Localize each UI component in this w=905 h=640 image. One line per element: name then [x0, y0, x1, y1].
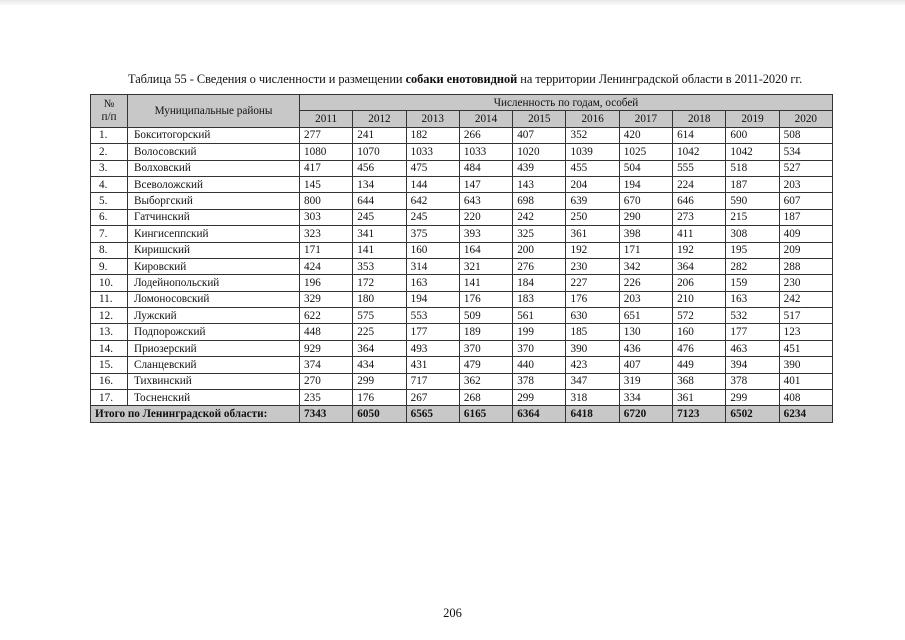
population-value: 411	[673, 226, 726, 242]
population-value: 1039	[566, 144, 619, 160]
district-name: Волховский	[128, 160, 300, 176]
population-value: 368	[673, 373, 726, 389]
table-row	[91, 275, 833, 291]
district-name: Лодейнопольский	[128, 275, 300, 291]
population-value: 171	[300, 242, 353, 258]
row-number: 17.	[91, 390, 128, 406]
population-value: 561	[513, 308, 566, 324]
population-value: 374	[300, 357, 353, 373]
population-value: 417	[300, 160, 353, 176]
population-value: 476	[673, 340, 726, 356]
row-number: 9.	[91, 258, 128, 274]
population-value: 235	[300, 390, 353, 406]
population-value: 159	[726, 275, 779, 291]
population-value: 353	[353, 258, 406, 274]
population-value: 698	[513, 193, 566, 209]
population-value: 187	[779, 209, 832, 225]
district-name: Ломоносовский	[128, 291, 300, 307]
population-value: 1042	[673, 144, 726, 160]
population-value: 160	[406, 242, 459, 258]
population-value: 342	[619, 258, 672, 274]
population-value: 318	[566, 390, 619, 406]
population-value: 299	[513, 390, 566, 406]
row-number: 12.	[91, 308, 128, 324]
population-value: 277	[300, 127, 353, 143]
population-value: 204	[566, 176, 619, 192]
population-value: 1020	[513, 144, 566, 160]
population-value: 451	[779, 340, 832, 356]
population-value: 192	[566, 242, 619, 258]
population-value: 194	[619, 176, 672, 192]
header-year: 2012	[353, 111, 406, 127]
row-number: 3.	[91, 160, 128, 176]
population-value: 484	[459, 160, 512, 176]
population-value: 268	[459, 390, 512, 406]
population-value: 185	[566, 324, 619, 340]
row-number: 7.	[91, 226, 128, 242]
population-value: 352	[566, 127, 619, 143]
table-body	[91, 127, 833, 422]
population-value: 245	[353, 209, 406, 225]
total-value: 6165	[459, 406, 512, 422]
district-name: Приозерский	[128, 340, 300, 356]
population-value: 189	[459, 324, 512, 340]
population-value: 242	[513, 209, 566, 225]
population-value: 361	[566, 226, 619, 242]
population-value: 398	[619, 226, 672, 242]
header-number	[91, 95, 128, 128]
table-row	[91, 176, 833, 192]
scan-top-edge	[0, 0, 905, 6]
population-value: 504	[619, 160, 672, 176]
page-number: 206	[443, 606, 462, 620]
population-value: 362	[459, 373, 512, 389]
population-value: 1033	[459, 144, 512, 160]
population-value: 439	[513, 160, 566, 176]
total-row	[91, 406, 833, 422]
population-value: 407	[513, 127, 566, 143]
population-value: 607	[779, 193, 832, 209]
population-value: 572	[673, 308, 726, 324]
population-value: 180	[353, 291, 406, 307]
header-number-line1: №	[103, 97, 115, 110]
population-value: 314	[406, 258, 459, 274]
population-value: 401	[779, 373, 832, 389]
header-year: 2020	[779, 111, 832, 127]
population-value: 209	[779, 242, 832, 258]
population-value: 1080	[300, 144, 353, 160]
population-value: 1025	[619, 144, 672, 160]
header-district: Муниципальные районы	[128, 95, 300, 128]
header-year: 2013	[406, 111, 459, 127]
population-value: 800	[300, 193, 353, 209]
population-value: 455	[566, 160, 619, 176]
population-value: 224	[673, 176, 726, 192]
header-number-line2: п/п	[101, 110, 117, 123]
population-value: 408	[779, 390, 832, 406]
population-value: 329	[300, 291, 353, 307]
population-value: 493	[406, 340, 459, 356]
header-year: 2015	[513, 111, 566, 127]
population-value: 321	[459, 258, 512, 274]
population-value: 143	[513, 176, 566, 192]
table-row	[91, 209, 833, 225]
district-name: Гатчинский	[128, 209, 300, 225]
table-row	[91, 357, 833, 373]
total-value: 6502	[726, 406, 779, 422]
population-value: 614	[673, 127, 726, 143]
population-value: 375	[406, 226, 459, 242]
population-value: 463	[726, 340, 779, 356]
population-value: 270	[300, 373, 353, 389]
population-value: 288	[779, 258, 832, 274]
population-value: 267	[406, 390, 459, 406]
total-value: 6050	[353, 406, 406, 422]
total-value: 6234	[779, 406, 832, 422]
table-row	[91, 226, 833, 242]
population-value: 176	[353, 390, 406, 406]
population-value: 177	[406, 324, 459, 340]
population-value: 390	[779, 357, 832, 373]
population-value: 575	[353, 308, 406, 324]
population-value: 183	[513, 291, 566, 307]
population-value: 319	[619, 373, 672, 389]
population-value: 436	[619, 340, 672, 356]
population-value: 192	[673, 242, 726, 258]
population-value: 130	[619, 324, 672, 340]
population-value: 163	[406, 275, 459, 291]
table-row	[91, 258, 833, 274]
population-value: 509	[459, 308, 512, 324]
population-value: 479	[459, 357, 512, 373]
population-value: 370	[513, 340, 566, 356]
table-header	[91, 95, 833, 128]
population-value: 370	[459, 340, 512, 356]
population-value: 282	[726, 258, 779, 274]
total-value: 7343	[300, 406, 353, 422]
population-value: 227	[566, 275, 619, 291]
population-value: 508	[779, 127, 832, 143]
population-value: 393	[459, 226, 512, 242]
population-value: 230	[566, 258, 619, 274]
population-value: 456	[353, 160, 406, 176]
population-value: 176	[459, 291, 512, 307]
row-number: 5.	[91, 193, 128, 209]
population-value: 141	[459, 275, 512, 291]
population-value: 200	[513, 242, 566, 258]
population-value: 361	[673, 390, 726, 406]
population-value: 424	[300, 258, 353, 274]
population-value: 163	[726, 291, 779, 307]
district-name: Подпорожский	[128, 324, 300, 340]
header-year-group: Численность по годам, особей	[300, 95, 833, 111]
caption-prefix: Таблица 55 - Сведения о численности и размещении	[128, 72, 406, 86]
district-name: Всеволожский	[128, 176, 300, 192]
population-value: 409	[779, 226, 832, 242]
population-value: 266	[459, 127, 512, 143]
population-value: 651	[619, 308, 672, 324]
header-year: 2016	[566, 111, 619, 127]
population-value: 203	[779, 176, 832, 192]
row-number: 6.	[91, 209, 128, 225]
population-value: 390	[566, 340, 619, 356]
header-year: 2014	[459, 111, 512, 127]
population-value: 449	[673, 357, 726, 373]
population-value: 532	[726, 308, 779, 324]
population-value: 1033	[406, 144, 459, 160]
population-value: 431	[406, 357, 459, 373]
population-value: 929	[300, 340, 353, 356]
population-value: 177	[726, 324, 779, 340]
table-row	[91, 373, 833, 389]
population-value: 644	[353, 193, 406, 209]
table-row	[91, 291, 833, 307]
header-year: 2019	[726, 111, 779, 127]
row-number: 11.	[91, 291, 128, 307]
table-row	[91, 242, 833, 258]
population-value: 199	[513, 324, 566, 340]
population-value: 1070	[353, 144, 406, 160]
district-name: Тихвинский	[128, 373, 300, 389]
row-number: 15.	[91, 357, 128, 373]
population-value: 215	[726, 209, 779, 225]
population-value: 123	[779, 324, 832, 340]
population-value: 622	[300, 308, 353, 324]
population-value: 630	[566, 308, 619, 324]
population-value: 276	[513, 258, 566, 274]
header-year: 2011	[300, 111, 353, 127]
population-value: 407	[619, 357, 672, 373]
population-value: 134	[353, 176, 406, 192]
population-value: 226	[619, 275, 672, 291]
table-row	[91, 324, 833, 340]
caption-suffix: на территории Ленинградской области в 2011-2020 гг.	[517, 72, 803, 86]
total-value: 6418	[566, 406, 619, 422]
table-row	[91, 340, 833, 356]
row-number: 1.	[91, 127, 128, 143]
population-value: 171	[619, 242, 672, 258]
population-value: 245	[406, 209, 459, 225]
district-name: Кингисеппский	[128, 226, 300, 242]
population-value: 527	[779, 160, 832, 176]
population-value: 303	[300, 209, 353, 225]
district-name: Сланцевский	[128, 357, 300, 373]
population-value: 225	[353, 324, 406, 340]
total-value: 7123	[673, 406, 726, 422]
population-value: 230	[779, 275, 832, 291]
table-row	[91, 160, 833, 176]
district-name: Выборгский	[128, 193, 300, 209]
population-value: 600	[726, 127, 779, 143]
table-row	[91, 390, 833, 406]
population-value: 517	[779, 308, 832, 324]
population-value: 241	[353, 127, 406, 143]
header-year: 2017	[619, 111, 672, 127]
population-value: 220	[459, 209, 512, 225]
district-name: Киришский	[128, 242, 300, 258]
population-value: 187	[726, 176, 779, 192]
population-value: 325	[513, 226, 566, 242]
population-value: 210	[673, 291, 726, 307]
population-value: 555	[673, 160, 726, 176]
population-value: 642	[406, 193, 459, 209]
population-value: 203	[619, 291, 672, 307]
population-value: 145	[300, 176, 353, 192]
row-number: 2.	[91, 144, 128, 160]
district-name: Лужский	[128, 308, 300, 324]
population-value: 195	[726, 242, 779, 258]
population-value: 434	[353, 357, 406, 373]
population-value: 518	[726, 160, 779, 176]
population-value: 299	[353, 373, 406, 389]
total-value: 6364	[513, 406, 566, 422]
header-year: 2018	[673, 111, 726, 127]
population-value: 590	[726, 193, 779, 209]
district-name: Бокситогорский	[128, 127, 300, 143]
population-value: 160	[673, 324, 726, 340]
population-table	[90, 94, 833, 423]
population-value: 323	[300, 226, 353, 242]
population-value: 206	[673, 275, 726, 291]
total-value: 6720	[619, 406, 672, 422]
population-value: 242	[779, 291, 832, 307]
population-value: 176	[566, 291, 619, 307]
table-caption	[128, 72, 868, 87]
population-value: 299	[726, 390, 779, 406]
population-value: 475	[406, 160, 459, 176]
population-value: 341	[353, 226, 406, 242]
row-number: 13.	[91, 324, 128, 340]
population-value: 364	[353, 340, 406, 356]
district-name: Тосненский	[128, 390, 300, 406]
population-value: 646	[673, 193, 726, 209]
population-value: 194	[406, 291, 459, 307]
population-value: 164	[459, 242, 512, 258]
total-label: Итого по Ленинградской области:	[91, 406, 300, 422]
population-value: 643	[459, 193, 512, 209]
population-value: 308	[726, 226, 779, 242]
table-row	[91, 308, 833, 324]
district-name: Волосовский	[128, 144, 300, 160]
population-value: 717	[406, 373, 459, 389]
population-value: 670	[619, 193, 672, 209]
caption-species: собаки енотовидной	[405, 72, 518, 86]
population-value: 290	[619, 209, 672, 225]
population-value: 440	[513, 357, 566, 373]
population-value: 334	[619, 390, 672, 406]
population-value: 448	[300, 324, 353, 340]
row-number: 14.	[91, 340, 128, 356]
population-value: 184	[513, 275, 566, 291]
population-value: 182	[406, 127, 459, 143]
row-number: 8.	[91, 242, 128, 258]
row-number: 10.	[91, 275, 128, 291]
population-value: 196	[300, 275, 353, 291]
population-value: 1042	[726, 144, 779, 160]
population-value: 172	[353, 275, 406, 291]
population-value: 144	[406, 176, 459, 192]
population-value: 378	[726, 373, 779, 389]
row-number: 16.	[91, 373, 128, 389]
population-value: 250	[566, 209, 619, 225]
population-value: 364	[673, 258, 726, 274]
population-value: 273	[673, 209, 726, 225]
population-value: 347	[566, 373, 619, 389]
table-row	[91, 193, 833, 209]
population-value: 553	[406, 308, 459, 324]
population-value: 420	[619, 127, 672, 143]
row-number: 4.	[91, 176, 128, 192]
district-name: Кировский	[128, 258, 300, 274]
population-value: 639	[566, 193, 619, 209]
population-value: 534	[779, 144, 832, 160]
population-value: 147	[459, 176, 512, 192]
population-value: 378	[513, 373, 566, 389]
population-value: 394	[726, 357, 779, 373]
population-value: 423	[566, 357, 619, 373]
population-value: 141	[353, 242, 406, 258]
total-value: 6565	[406, 406, 459, 422]
table-row	[91, 127, 833, 143]
table-row	[91, 144, 833, 160]
